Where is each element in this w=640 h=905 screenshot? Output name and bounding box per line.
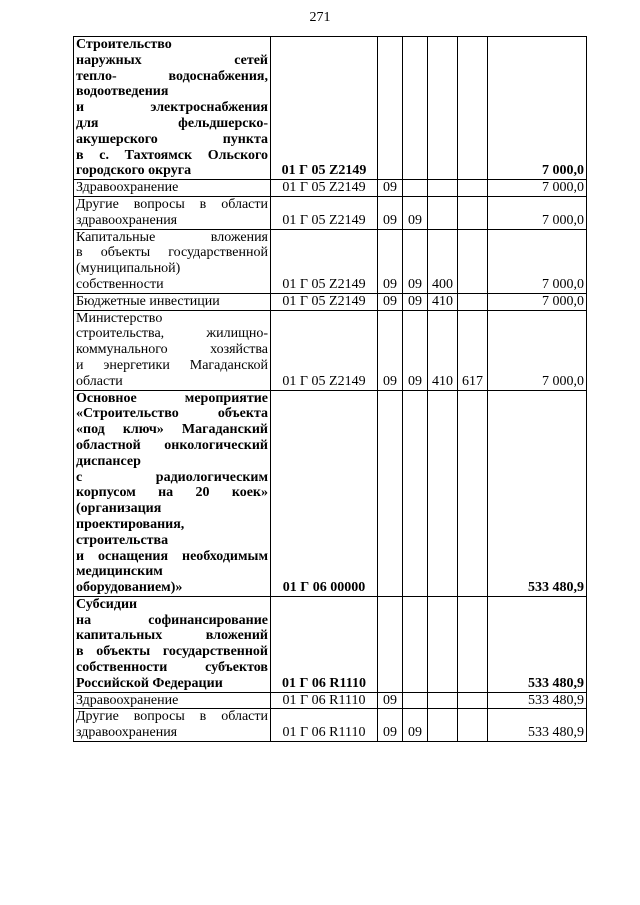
amount-cell: 7 000,0 [488, 293, 587, 310]
section-code-cell: 09 [378, 196, 403, 229]
item-name-line: области [76, 373, 123, 389]
section-code-cell: 09 [378, 293, 403, 310]
item-name-line: строительства [76, 532, 169, 548]
amount-cell: 7 000,0 [488, 196, 587, 229]
section-code-cell: 09 [378, 692, 403, 709]
item-name-line: и энергетики Магаданской [76, 357, 268, 373]
subsection-code-cell [403, 180, 428, 197]
administrator-code-cell [458, 37, 488, 180]
item-name-line: на софинансирование [76, 612, 268, 628]
item-name-line: собственности [76, 276, 164, 292]
item-name-cell [74, 709, 271, 742]
item-name-cell [74, 37, 271, 180]
expense-type-cell [428, 596, 458, 692]
item-name-line: «под ключ» Магаданский [76, 422, 268, 438]
expense-type-cell [428, 709, 458, 742]
item-name-line: здравоохранения [76, 212, 178, 228]
subsection-code-cell: 09 [403, 229, 428, 293]
table-row [74, 310, 587, 390]
amount-cell: 533 480,9 [488, 596, 587, 692]
item-name-line: в с. Тахтоямск Ольского [76, 147, 268, 163]
item-name-cell [74, 310, 271, 390]
table-row [74, 196, 587, 229]
table-body [74, 37, 587, 742]
table-row [74, 180, 587, 197]
program-code-cell: 01 Г 05 Z2149 [271, 196, 378, 229]
section-code-cell [378, 37, 403, 180]
item-name-line: областной онкологический [76, 437, 268, 453]
item-name-line: с радиологическим [76, 469, 268, 485]
item-name-line: Бюджетные инвестиции [76, 293, 220, 309]
program-code-cell: 01 Г 05 Z2149 [271, 229, 378, 293]
expense-type-cell [428, 37, 458, 180]
administrator-code-cell [458, 180, 488, 197]
amount-cell: 7 000,0 [488, 37, 587, 180]
item-name-cell [74, 229, 271, 293]
budget-table [73, 36, 587, 742]
item-name-line: в объекты государственной [76, 644, 268, 660]
item-name-line: Министерство [76, 310, 163, 326]
expense-type-cell [428, 390, 458, 596]
program-code-cell: 01 Г 05 Z2149 [271, 37, 378, 180]
administrator-code-cell [458, 229, 488, 293]
expense-type-cell [428, 180, 458, 197]
item-name-line: строительства, жилищно- [76, 326, 268, 342]
amount-cell: 533 480,9 [488, 390, 587, 596]
item-name-line: оборудованием)» [76, 580, 183, 596]
item-name-line: «Строительство объекта [76, 406, 268, 422]
item-name-cell [74, 692, 271, 709]
subsection-code-cell [403, 596, 428, 692]
item-name-line: Другие вопросы в области [76, 196, 268, 212]
item-name-cell [74, 596, 271, 692]
administrator-code-cell: 617 [458, 310, 488, 390]
item-name-line: и электроснабжения [76, 100, 268, 116]
item-name-line: медицинским [76, 564, 163, 580]
program-code-cell: 01 Г 06 R1110 [271, 596, 378, 692]
amount-cell: 533 480,9 [488, 709, 587, 742]
section-code-cell [378, 596, 403, 692]
item-name-line: Основное мероприятие [76, 390, 268, 406]
program-code-cell: 01 Г 05 Z2149 [271, 310, 378, 390]
program-code-cell: 01 Г 06 R1110 [271, 709, 378, 742]
expense-type-cell [428, 692, 458, 709]
amount-cell: 533 480,9 [488, 692, 587, 709]
item-name-line: Российской Федерации [76, 675, 223, 691]
item-name-line: и оснащения необходимым [76, 548, 268, 564]
item-name-line: Субсидии [76, 596, 138, 612]
subsection-code-cell [403, 37, 428, 180]
administrator-code-cell [458, 293, 488, 310]
amount-cell: 7 000,0 [488, 229, 587, 293]
item-name-line: Капитальные вложения [76, 229, 268, 245]
item-name-line: Здравоохранение [76, 180, 179, 196]
item-name-line: Строительство [76, 37, 172, 52]
expense-type-cell: 410 [428, 310, 458, 390]
subsection-code-cell: 09 [403, 310, 428, 390]
subsection-code-cell [403, 390, 428, 596]
program-code-cell: 01 Г 05 Z2149 [271, 180, 378, 197]
section-code-cell [378, 390, 403, 596]
item-name-line: (организация [76, 501, 162, 517]
item-name-line: городского округа [76, 163, 192, 179]
program-code-cell: 01 Г 06 00000 [271, 390, 378, 596]
administrator-code-cell [458, 596, 488, 692]
section-code-cell: 09 [378, 180, 403, 197]
amount-cell: 7 000,0 [488, 310, 587, 390]
subsection-code-cell: 09 [403, 293, 428, 310]
item-name-cell [74, 293, 271, 310]
expense-type-cell: 400 [428, 229, 458, 293]
item-name-cell [74, 180, 271, 197]
item-name-line: проектирования, [76, 516, 185, 532]
item-name-cell [74, 390, 271, 596]
administrator-code-cell [458, 709, 488, 742]
item-name-cell [74, 196, 271, 229]
table-row [74, 596, 587, 692]
expense-type-cell [428, 196, 458, 229]
section-code-cell: 09 [378, 229, 403, 293]
administrator-code-cell [458, 196, 488, 229]
subsection-code-cell [403, 692, 428, 709]
expense-type-cell: 410 [428, 293, 458, 310]
section-code-cell: 09 [378, 709, 403, 742]
item-name-line: коммунального хозяйства [76, 342, 268, 358]
item-name-line: тепло- водоснабжения, [76, 68, 268, 84]
item-name-line: Другие вопросы в области [76, 709, 268, 725]
item-name-line: здравоохранения [76, 725, 178, 741]
administrator-code-cell [458, 390, 488, 596]
subsection-code-cell: 09 [403, 709, 428, 742]
table-row [74, 692, 587, 709]
page-number: 271 [309, 10, 331, 25]
table-row [74, 37, 587, 180]
item-name-line: диспансер [76, 453, 141, 469]
item-name-line: для фельдшерско- [76, 115, 268, 131]
program-code-cell: 01 Г 06 R1110 [271, 692, 378, 709]
table-row [74, 293, 587, 310]
item-name-line: наружных сетей [76, 52, 268, 68]
table-row [74, 390, 587, 596]
item-name-line: водоотведения [76, 84, 169, 100]
item-name-line: собственности субъектов [76, 660, 268, 676]
table-row [74, 709, 587, 742]
table-row [74, 229, 587, 293]
subsection-code-cell: 09 [403, 196, 428, 229]
item-name-line: (муниципальной) [76, 261, 181, 277]
administrator-code-cell [458, 692, 488, 709]
program-code-cell: 01 Г 05 Z2149 [271, 293, 378, 310]
item-name-line: в объекты государственной [76, 245, 268, 261]
item-name-line: Здравоохранение [76, 692, 179, 708]
item-name-line: корпусом на 20 коек» [76, 485, 268, 501]
item-name-line: капитальных вложений [76, 628, 268, 644]
section-code-cell: 09 [378, 310, 403, 390]
item-name-line: акушерского пункта [76, 131, 268, 147]
amount-cell: 7 000,0 [488, 180, 587, 197]
